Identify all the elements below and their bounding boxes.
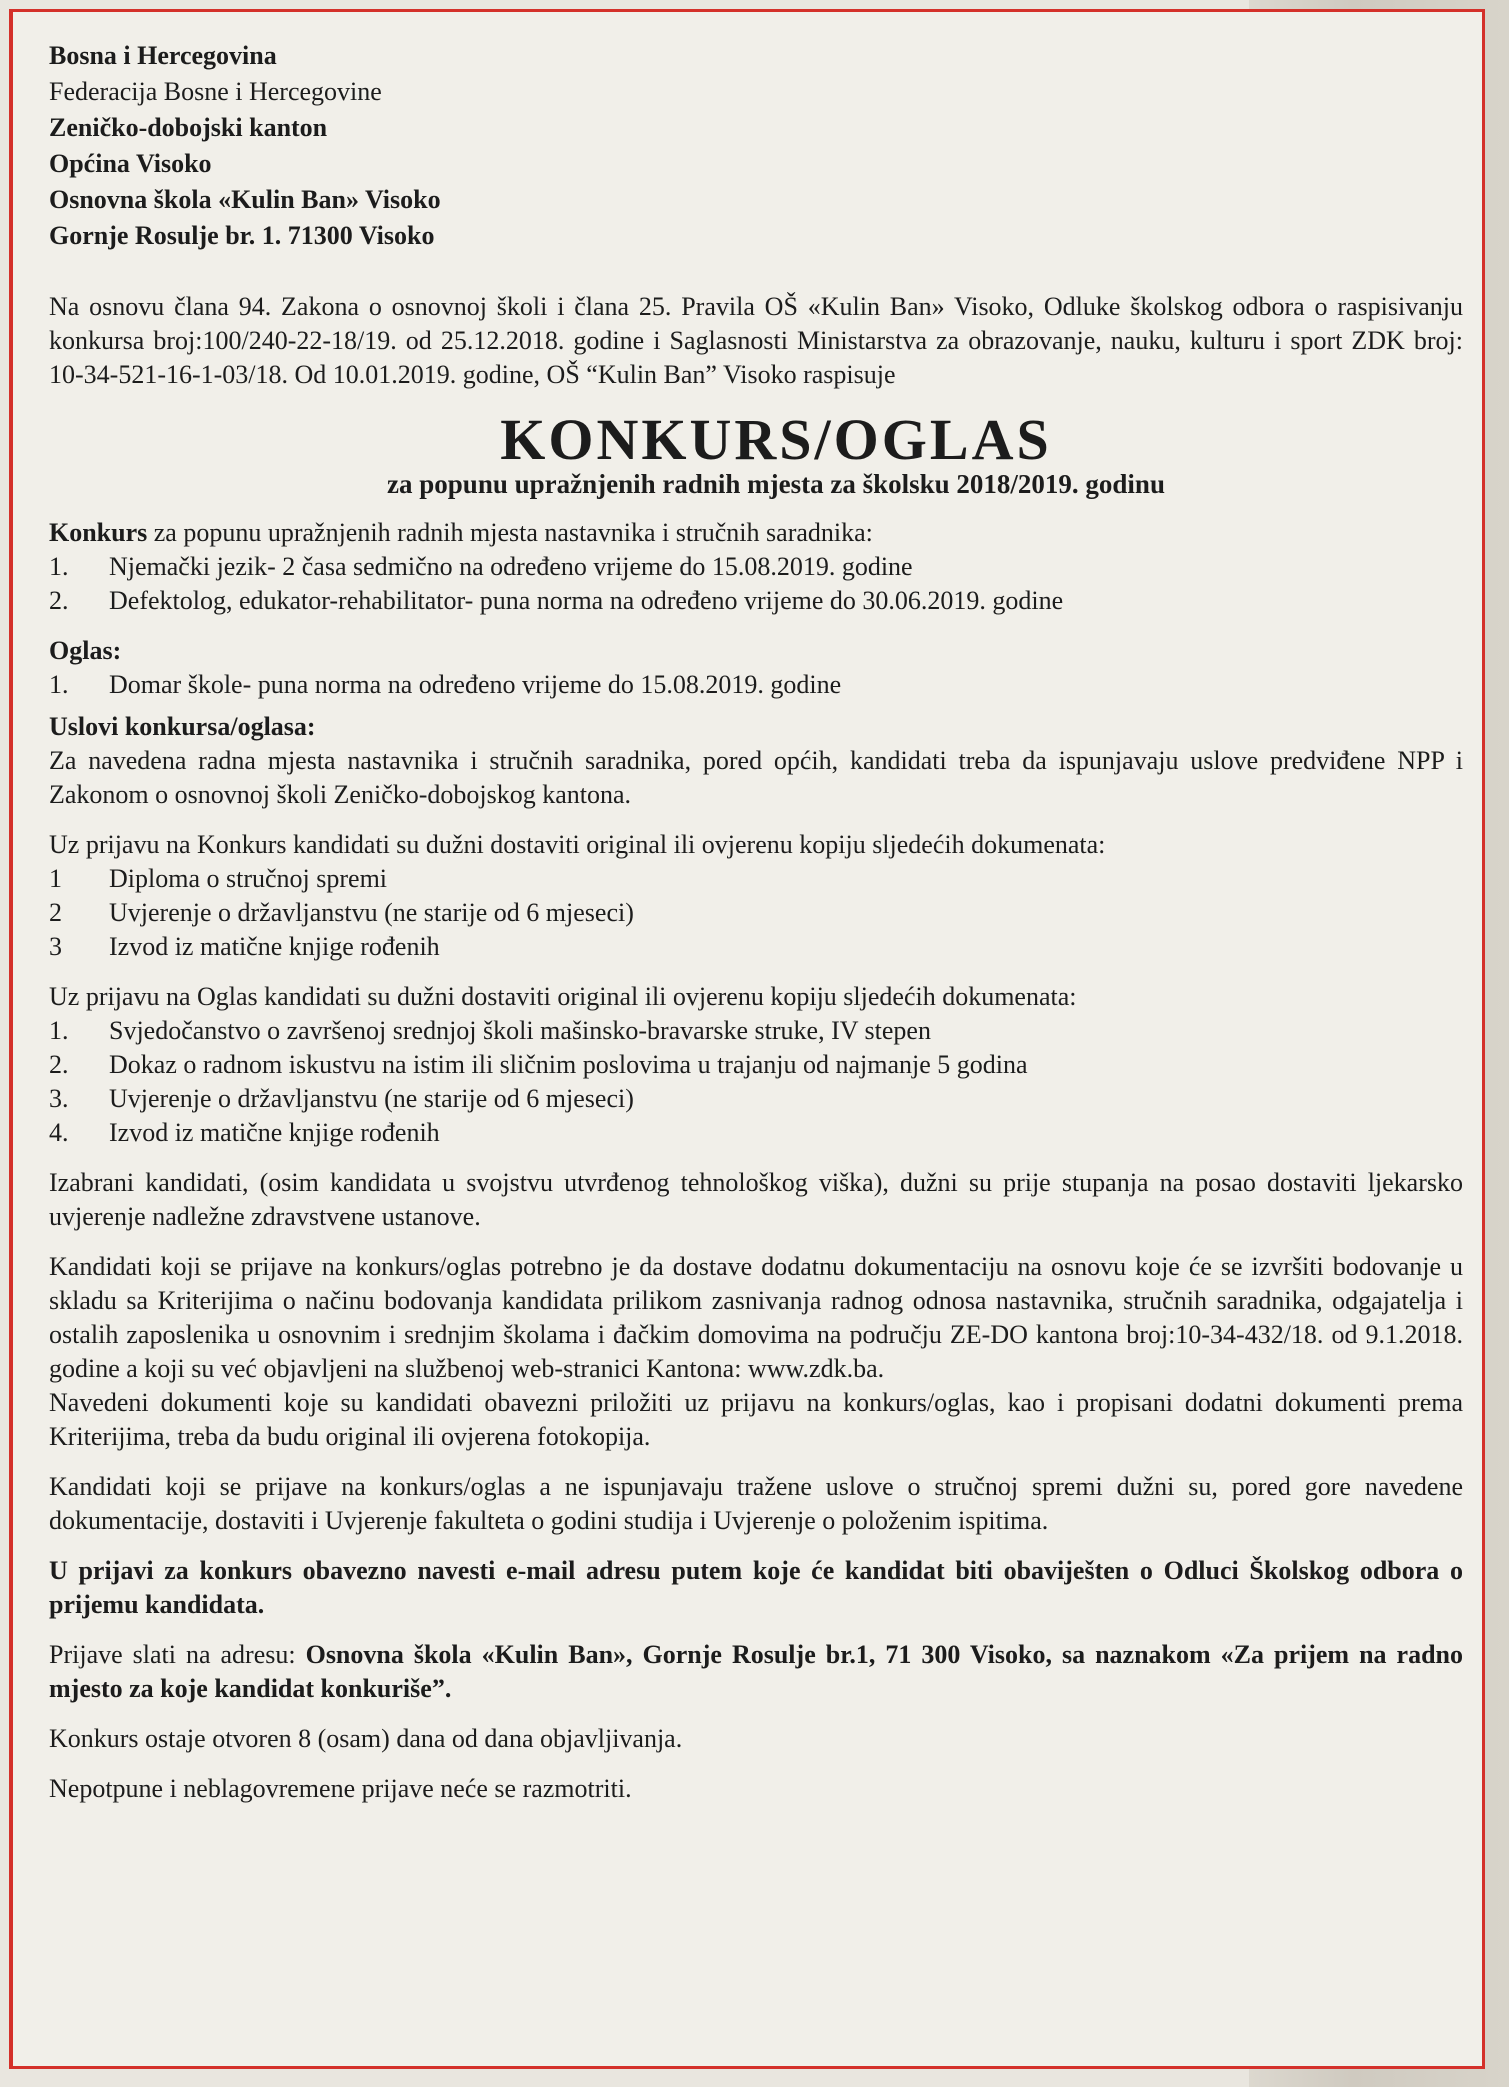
list-item [49,1082,1463,1116]
item-number: 3. [49,1084,69,1113]
oglas-label: Oglas: [49,636,122,665]
paragraph-otvoren: Konkurs ostaje otvoren 8 (osam) dana od dana objavljivanja. [49,1724,683,1753]
oglas-docs-intro: Uz prijavu na Oglas kandidati su dužni dostaviti original ili ovjerenu kopiju sljedećih dokumenata: [49,982,1077,1011]
list-item [49,668,1463,702]
item-number: 2. [49,1050,69,1079]
header-federation: Federacija Bosne i Hercegovine [49,77,382,106]
konkurs-label: Konkurs [49,518,148,547]
konkurs-intro: za popunu upražnjenih radnih mjesta nastavnika i stručnih saradnika: [147,518,873,547]
item-text: Domar škole- puna norma na određeno vrijeme do 15.08.2019. godine [109,670,842,699]
paragraph-address [49,1638,1463,1706]
notice-content [49,38,1463,1806]
preamble: Na osnovu člana 94. Zakona o osnovnoj školi i člana 25. Pravila OŠ «Kulin Ban» Visoko, Odluke školskog odbora o raspisivanju konkursa broj:100/240-22-18/19. od 25.12.2018. godine i Saglasnosti Ministarstva za obrazovanje, nauku, kulturu i sport ZDK broj: 10-34-521-16-1-03/18. Od 10.01.2019. godine, OŠ “Kulin Ban” Visoko raspisuje [49,292,1463,389]
issuer-header [49,38,1463,254]
paragraph-email: U prijavi za konkurs obavezno navesti e-mail adresu putem koje će kandidat biti obaviješten o Odluci Školskog odbora o prijemu kandidata. [49,1556,1463,1619]
header-school: Osnovna škola «Kulin Ban» Visoko [49,185,441,214]
notice-subtitle: za popunu upražnjenih radnih mjesta za školsku 2018/2019. godinu [387,469,1165,499]
item-text: Njemački jezik- 2 časa sedmično na određeno vrijeme do 15.08.2019. godine [109,552,913,581]
konkurs-docs-intro: Uz prijavu na Konkurs kandidati su dužni dostaviti original ili ovjerenu kopiju sljedećih dokumenata: [49,830,1106,859]
list-item [49,862,1463,896]
item-number: 1 [49,864,62,893]
item-text: Svjedočanstvo o završenoj srednjoj školi mašinsko-bravarske struke, IV stepen [109,1016,931,1045]
header-canton: Zeničko-dobojski kanton [49,113,328,142]
item-number: 2. [49,586,69,615]
item-text: Uvjerenje o državljanstvu (ne starije od 6 mjeseci) [109,898,634,927]
address-bold: Osnovna škola «Kulin Ban», Gornje Rosulje br.1, 71 300 Visoko, sa naznakom «Za prijem na radno mjesto za koje kandidat konkuriše”. [49,1640,1463,1703]
item-text: Uvjerenje o državljanstvu (ne starije od 6 mjeseci) [109,1084,634,1113]
item-number: 4. [49,1118,69,1147]
notice-frame [9,9,1485,2069]
paragraph-navedeni-dokumenti: Navedeni dokumenti koje su kandidati obavezni priložiti uz prijavu na konkurs/oglas, kao i propisani dodatni dokumenti prema Kriterijima, treba da budu original ili ovjerena fotokopija. [49,1388,1463,1451]
list-item [49,1014,1463,1048]
item-text: Dokaz o radnom iskustvu na istim ili sličnim poslovima u trajanju od najmanje 5 godina [109,1050,1028,1079]
list-item [49,550,1463,584]
uslovi-label: Uslovi konkursa/oglasa: [49,712,316,741]
item-text: Diploma o stručnoj spremi [109,864,388,893]
list-item [49,896,1463,930]
list-item [49,1116,1463,1150]
uslovi-text: Za navedena radna mjesta nastavnika i stručnih saradnika, pored općih, kandidati treba da ispunjavaju uslove predviđene NPP i Zakonom o osnovnoj školi Zeničko-dobojskog kantona. [49,746,1463,809]
konkurs-docs-section [49,828,1463,964]
oglas-docs-section [49,980,1463,1150]
item-number: 1. [49,552,69,581]
address-lead: Prijave slati na adresu: [49,1640,306,1669]
item-text: Izvod iz matične knjige rođenih [109,932,440,961]
paragraph-ne-ispunjavaju: Kandidati koji se prijave na konkurs/oglas a ne ispunjavaju tražene uslove o stručnoj spremi dužni su, pored gore navedene dokumentacije, dostaviti i Uvjerenje fakulteta o godini studija i Uvjerenje o položenim ispitima. [49,1472,1463,1535]
paragraph-dodatna-dokumentacija: Kandidati koji se prijave na konkurs/oglas potrebno je da dostave dodatnu dokumentaciju na osnovu koje će se izvršiti bodovanje u skladu sa Kriterijima o načinu bodovanja kandidata prilikom zasnivanja radnog odnosa nastavnika, stručnih saradnika, odgajatelja i ostalih zaposlenika u osnovnim i srednjim školama i đačkim domovima na području ZE-DO kantona broj:10-34-432/18. od 9.1.2018. godine a koji su već objavljeni na službenoj web-stranici Kantona: www.zdk.ba. [49,1252,1463,1383]
list-item [49,930,1463,964]
oglas-section [49,634,1463,702]
item-number: 1. [49,1016,69,1045]
header-address: Gornje Rosulje br. 1. 71300 Visoko [49,221,435,250]
paragraph-izabrani: Izabrani kandidati, (osim kandidata u svojstvu utvrđenog tehnološkog viška), dužni su prije stupanja na posao dostaviti ljekarsko uvjerenje nadležne zdravstvene ustanove. [49,1168,1463,1231]
header-country: Bosna i Hercegovina [49,41,277,70]
uslovi-section [49,710,1463,812]
item-text: Izvod iz matične knjige rođenih [109,1118,440,1147]
list-item [49,1048,1463,1082]
item-number: 1. [49,670,69,699]
notice-title: KONKURS/OGLAS [500,407,1052,472]
header-municipality: Općina Visoko [49,149,212,178]
item-number: 3 [49,932,62,961]
item-text: Defektolog, edukator-rehabilitator- puna norma na određeno vrijeme do 30.06.2019. godine [109,586,1064,615]
item-number: 2 [49,898,62,927]
list-item [49,584,1463,618]
paragraph-nepotpune: Nepotpune i neblagovremene prijave neće se razmotriti. [49,1774,632,1803]
konkurs-section [49,516,1463,618]
